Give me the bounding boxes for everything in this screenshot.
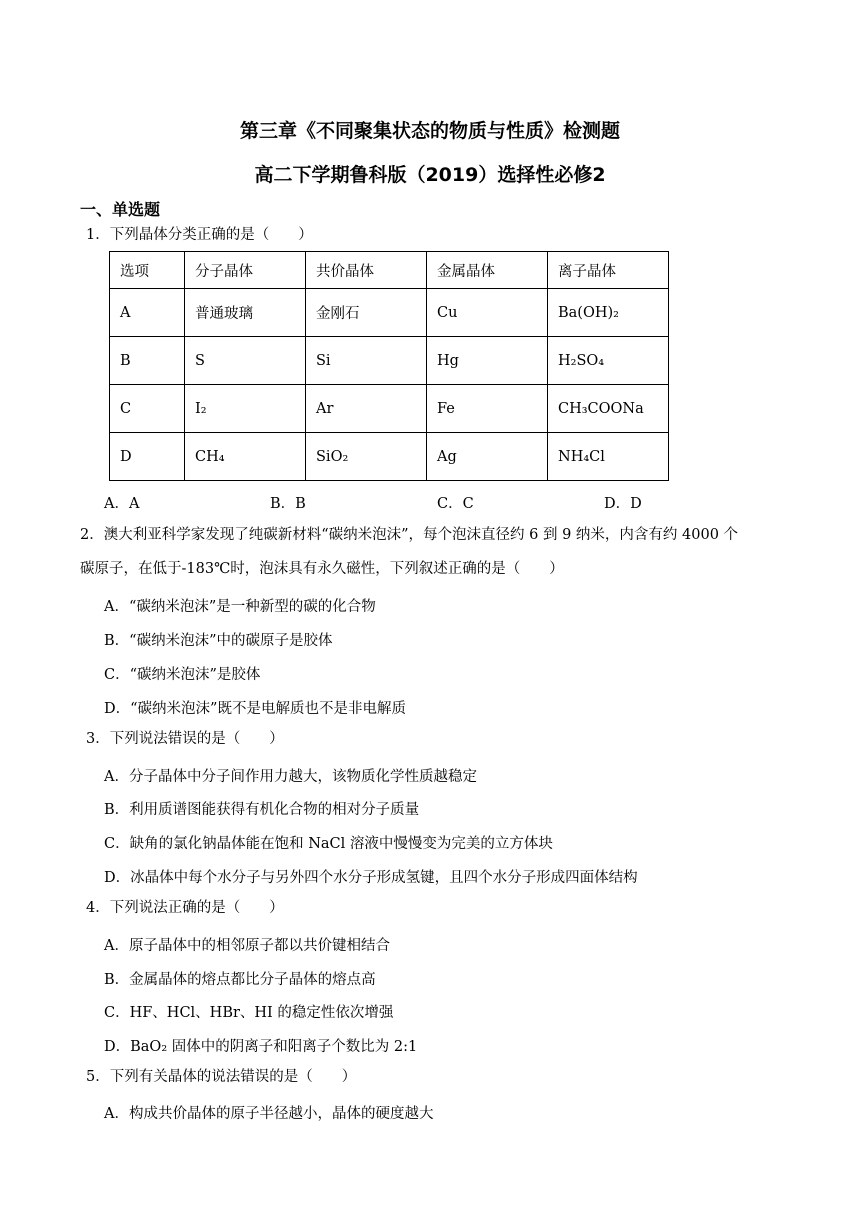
table-cell: SiO₂ — [306, 433, 427, 481]
table-cell: Ba(OH)₂ — [548, 289, 669, 337]
table-cell: Fe — [427, 385, 548, 433]
table-header-cell: 分子晶体 — [185, 252, 306, 289]
question-2-stem-line-2: 碳原子，在低于-183℃时，泡沫具有永久磁性，下列叙述正确的是（ ） — [80, 561, 564, 577]
table-cell: D — [110, 433, 185, 481]
table-cell: C — [110, 385, 185, 433]
table-cell: B — [110, 337, 185, 385]
table-cell: 普通玻璃 — [185, 289, 306, 337]
option-d: D．D — [604, 496, 642, 512]
question-2-stem-line-1: 2．澳大利亚科学家发现了纯碳新材料“碳纳米泡沫”，每个泡沫直径约 6 到 9 纳米，内含有约 4000 个 — [80, 527, 739, 543]
question-2-option-c: C．“碳纳米泡沫”是胶体 — [104, 667, 261, 683]
table-cell: CH₄ — [185, 433, 306, 481]
table-cell: H₂SO₄ — [548, 337, 669, 385]
table-cell: Cu — [427, 289, 548, 337]
question-2-option-a: A．“碳纳米泡沫”是一种新型的碳的化合物 — [104, 599, 376, 615]
question-4-option-a: A．原子晶体中的相邻原子都以共价键相结合 — [104, 938, 390, 954]
option-b: B．B — [270, 496, 306, 512]
question-5-stem: 5．下列有关晶体的说法错误的是（ ） — [86, 1069, 357, 1085]
table-row — [110, 289, 669, 337]
table-row — [110, 433, 669, 481]
table-cell: Si — [306, 337, 427, 385]
option-c: C．C — [437, 496, 474, 512]
table-cell: S — [185, 337, 306, 385]
question-3-option-a: A．分子晶体中分子间作用力越大，该物质化学性质越稳定 — [104, 769, 477, 785]
table-cell: Ar — [306, 385, 427, 433]
crystal-classification-table — [109, 251, 669, 481]
table-cell: CH₃COONa — [548, 385, 669, 433]
document-title: 第三章《不同聚集状态的物质与性质》检测题 — [239, 120, 620, 142]
table-cell: I₂ — [185, 385, 306, 433]
table-header-cell: 选项 — [110, 252, 185, 289]
table-cell: Hg — [427, 337, 548, 385]
table-row — [110, 385, 669, 433]
question-2-option-b: B．“碳纳米泡沫”中的碳原子是胶体 — [104, 633, 333, 649]
question-2-option-d: D．“碳纳米泡沫”既不是电解质也不是非电解质 — [104, 701, 406, 717]
question-3-option-c: C．缺角的氯化钠晶体能在饱和 NaCl 溶液中慢慢变为完美的立方体块 — [104, 836, 553, 852]
table-header-cell: 离子晶体 — [548, 252, 669, 289]
question-1-stem: 1．下列晶体分类正确的是（ ） — [86, 227, 313, 243]
option-a: A．A — [104, 496, 140, 512]
document-subtitle: 高二下学期鲁科版（2019）选择性必修2 — [254, 164, 606, 186]
question-3-stem: 3．下列说法错误的是（ ） — [86, 731, 284, 747]
section-heading: 一、单选题 — [80, 200, 161, 219]
table-header-row — [110, 252, 669, 289]
table-cell: A — [110, 289, 185, 337]
question-3-option-d: D．冰晶体中每个水分子与另外四个水分子形成氢键，且四个水分子形成四面体结构 — [104, 870, 638, 886]
table-cell: Ag — [427, 433, 548, 481]
table-cell: NH₄Cl — [548, 433, 669, 481]
question-4-option-d: D．BaO₂ 固体中的阴离子和阳离子个数比为 2:1 — [104, 1039, 418, 1055]
question-3-option-b: B．利用质谱图能获得有机化合物的相对分子质量 — [104, 802, 420, 818]
table-row — [110, 337, 669, 385]
table-cell: 金刚石 — [306, 289, 427, 337]
table-header-cell: 金属晶体 — [427, 252, 548, 289]
question-5-option-a: A．构成共价晶体的原子半径越小，晶体的硬度越大 — [104, 1106, 434, 1122]
question-4-option-c: C．HF、HCl、HBr、HI 的稳定性依次增强 — [104, 1005, 394, 1021]
table-header-cell: 共价晶体 — [306, 252, 427, 289]
question-4-stem: 4．下列说法正确的是（ ） — [86, 900, 284, 916]
question-4-option-b: B．金属晶体的熔点都比分子晶体的熔点高 — [104, 972, 376, 988]
